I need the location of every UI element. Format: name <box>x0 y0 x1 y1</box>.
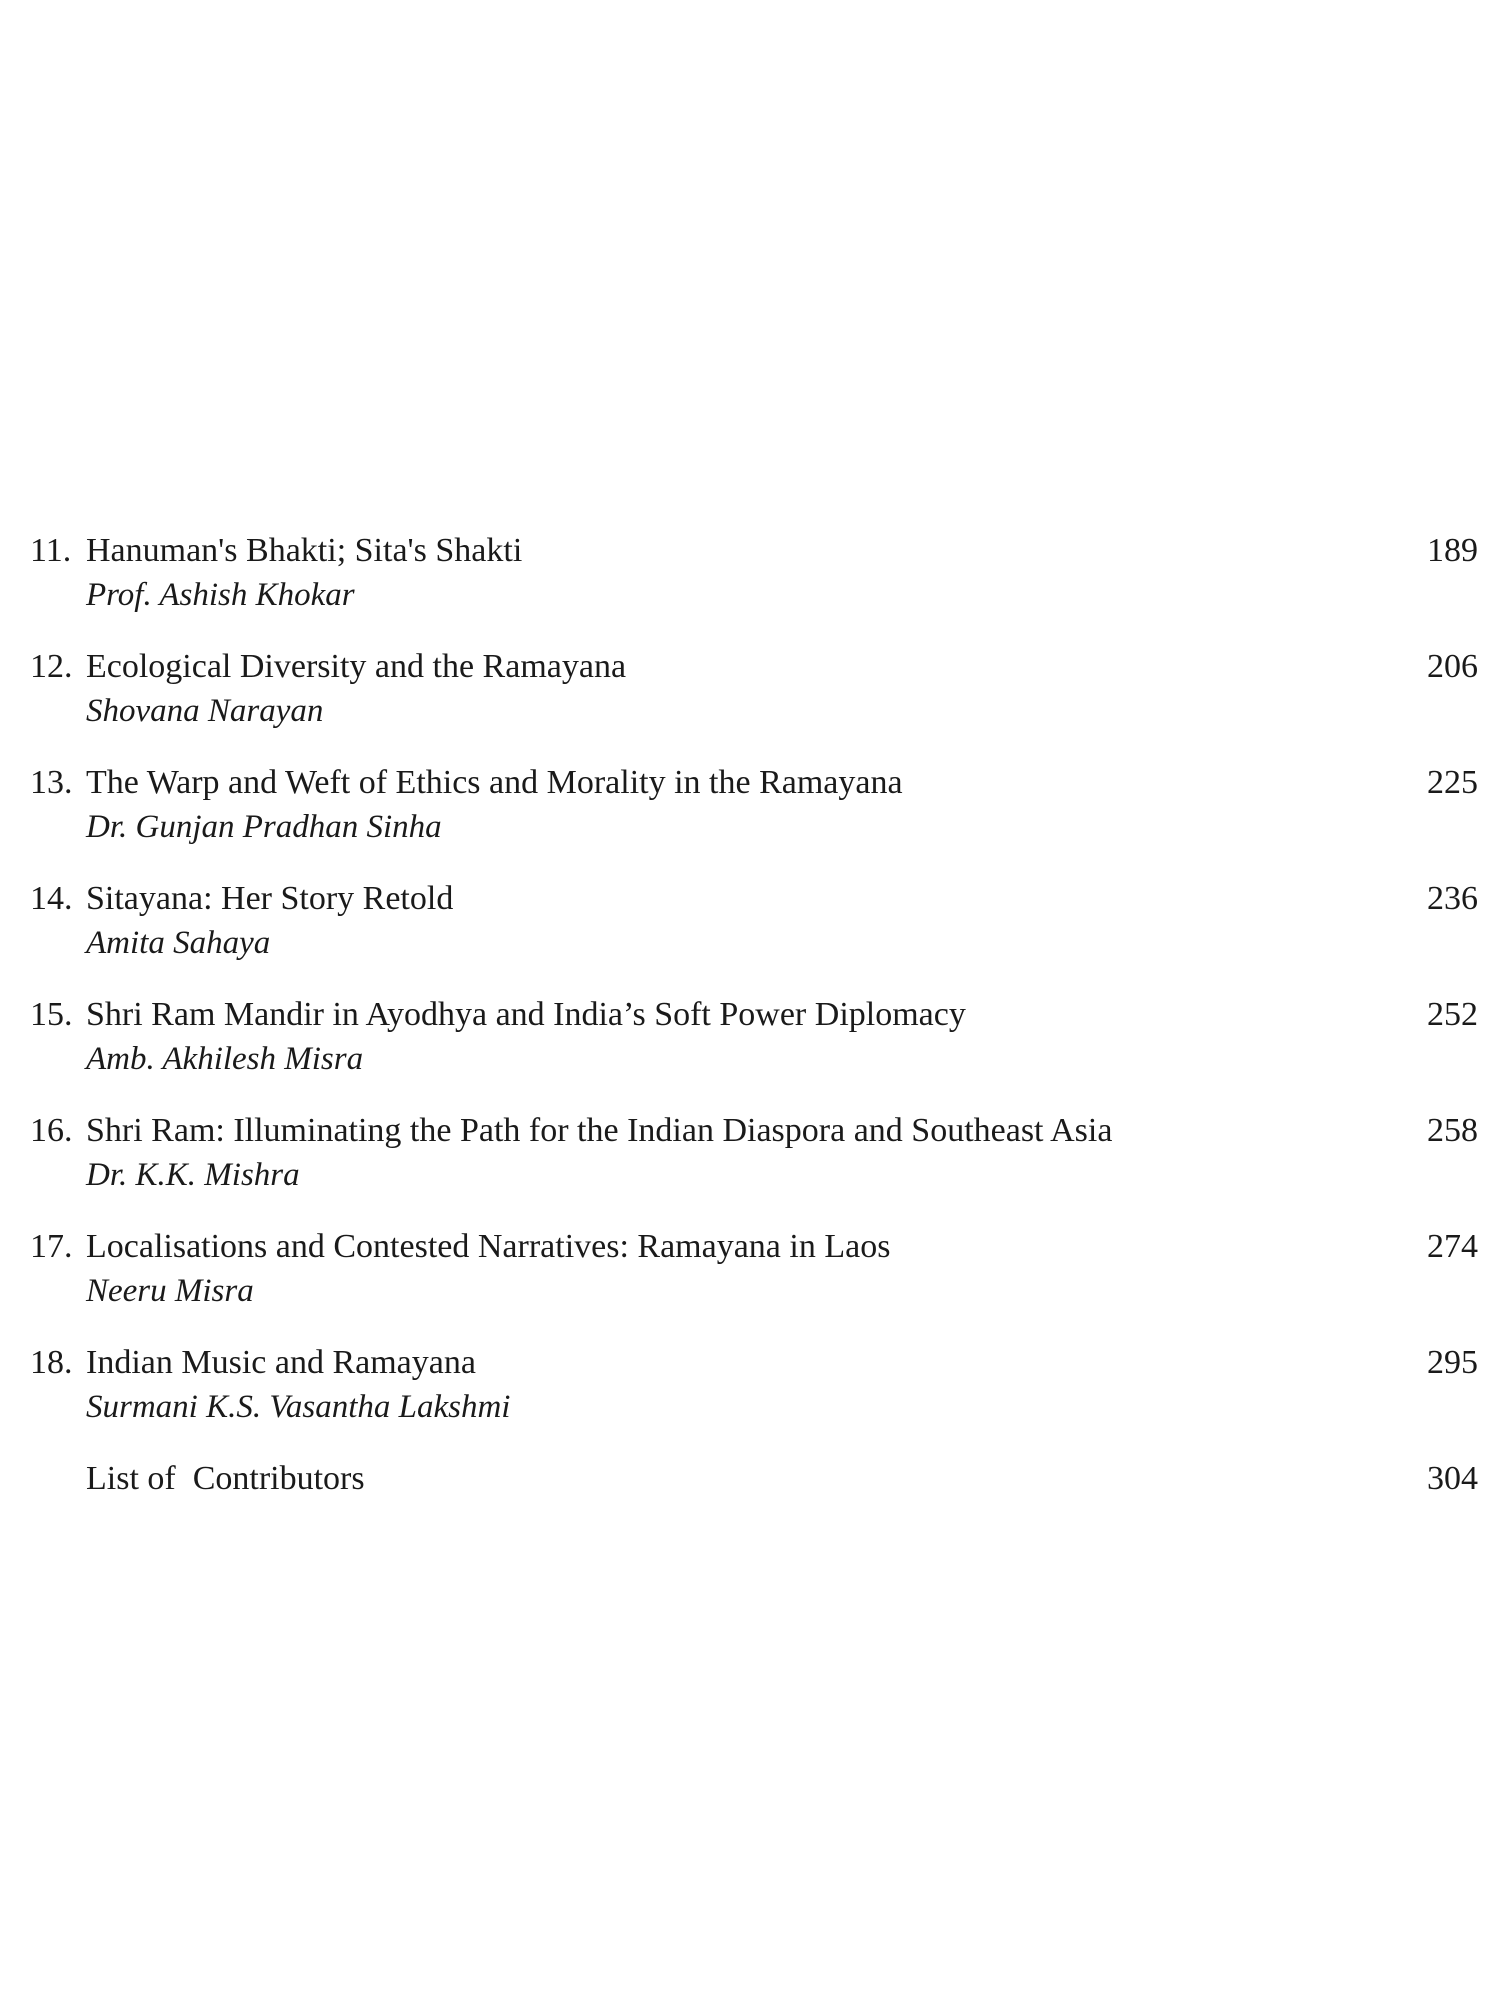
contributors-title: List of Contributors <box>86 1460 365 1497</box>
chapter-number: 17. <box>30 1228 73 1265</box>
chapter-author: Neeru Misra <box>86 1273 254 1309</box>
chapter-number: 13. <box>30 764 73 801</box>
chapter-title: Hanuman's Bhakti; Sita's Shakti <box>86 532 523 569</box>
chapter-title: Shri Ram: Illuminating the Path for the Indian Diaspora and Southeast Asia <box>86 1112 1113 1149</box>
chapter-title: Sitayana: Her Story Retold <box>86 880 454 917</box>
toc-entry-contributors[interactable] <box>30 1456 1478 1516</box>
chapter-author: Shovana Narayan <box>86 693 324 729</box>
chapter-number: 12. <box>30 648 73 685</box>
chapter-author: Dr. K.K. Mishra <box>86 1157 300 1193</box>
toc-entry-13[interactable] <box>30 760 1478 876</box>
chapter-number: 11. <box>30 532 72 569</box>
toc-entry-18[interactable] <box>30 1340 1478 1456</box>
toc-entry-12[interactable] <box>30 644 1478 760</box>
page-number: 258 <box>1427 1112 1478 1149</box>
chapter-number: 15. <box>30 996 73 1033</box>
chapter-title: Indian Music and Ramayana <box>86 1344 476 1381</box>
chapter-title: Shri Ram Mandir in Ayodhya and India’s Soft Power Diplomacy <box>86 996 966 1033</box>
toc-entry-11[interactable] <box>30 528 1478 644</box>
chapter-author: Surmani K.S. Vasantha Lakshmi <box>86 1389 511 1425</box>
toc-entry-14[interactable] <box>30 876 1478 992</box>
chapter-title: Ecological Diversity and the Ramayana <box>86 648 627 685</box>
toc-entry-17[interactable] <box>30 1224 1478 1340</box>
chapter-title: Localisations and Contested Narratives: Ramayana in Laos <box>86 1228 891 1265</box>
chapter-author: Prof. Ashish Khokar <box>86 577 355 613</box>
chapter-author: Amita Sahaya <box>86 925 271 961</box>
page-number: 225 <box>1427 764 1478 801</box>
toc-entry-16[interactable] <box>30 1108 1478 1224</box>
page-number: 295 <box>1427 1344 1478 1381</box>
page-number: 252 <box>1427 996 1478 1033</box>
chapter-number: 18. <box>30 1344 73 1381</box>
page-number: 206 <box>1427 648 1478 685</box>
table-of-contents <box>30 528 1478 1516</box>
page-number: 236 <box>1427 880 1478 917</box>
page-number: 189 <box>1427 532 1478 569</box>
chapter-title: The Warp and Weft of Ethics and Morality in the Ramayana <box>86 764 903 801</box>
page-number: 274 <box>1427 1228 1478 1265</box>
chapter-author: Amb. Akhilesh Misra <box>86 1041 364 1077</box>
chapter-number: 16. <box>30 1112 73 1149</box>
chapter-number: 14. <box>30 880 73 917</box>
toc-entry-15[interactable] <box>30 992 1478 1108</box>
chapter-author: Dr. Gunjan Pradhan Sinha <box>86 809 442 845</box>
page-number: 304 <box>1427 1460 1478 1497</box>
